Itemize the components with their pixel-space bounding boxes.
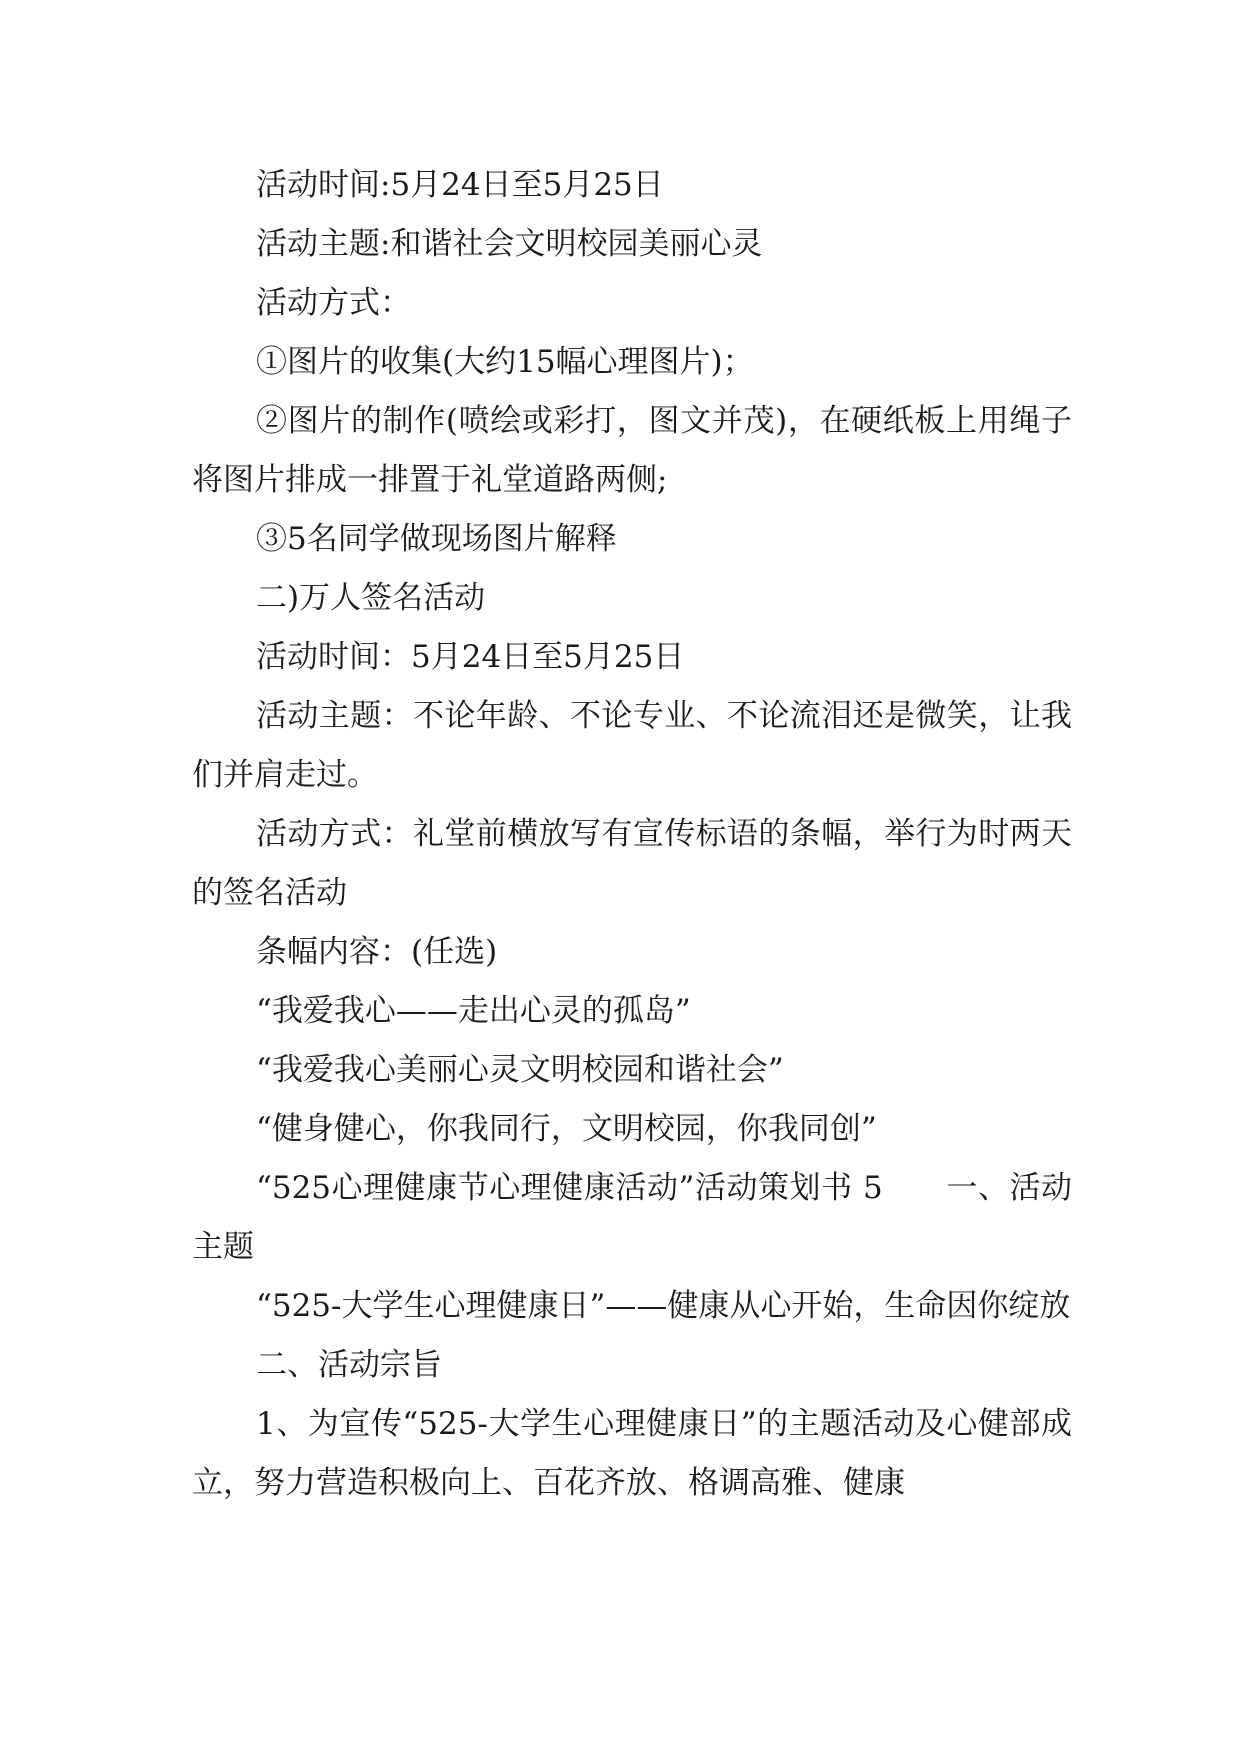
paragraph-purpose-1: 1、为宣传“525-大学生心理健康日”的主题活动及心健部成立，努力营造积极向上、百花齐放、格调高雅、健康 <box>192 1406 1072 1501</box>
paragraph-activity-method-2: 活动方式：礼堂前横放写有宣传标语的条幅，举行为时两天的签名活动 <box>192 816 1072 911</box>
paragraph-activity-theme-1: 活动主题:和谐社会文明校园美丽心灵 <box>256 226 763 262</box>
paragraph-activity-time-1: 活动时间:5月24日至5月25日 <box>256 167 664 203</box>
paragraph-activity-theme-2: 活动主题：不论年龄、不论专业、不论流泪还是微笑，让我们并肩走过。 <box>192 698 1072 793</box>
section-heading-purpose: 二、活动宗旨 <box>256 1347 442 1383</box>
paragraph-banner-content: 条幅内容：(任选) <box>256 934 498 970</box>
paragraph-slogan-1: “我爱我心——走出心灵的孤岛” <box>256 993 691 1029</box>
paragraph-activity-time-2: 活动时间：5月24日至5月25日 <box>256 639 685 675</box>
paragraph-activity-method-1: 活动方式： <box>256 285 411 321</box>
paragraph-slogan-3: “健身健心，你我同行，文明校园，你我同创” <box>256 1111 877 1147</box>
paragraph-method-item-2: ②图片的制作(喷绘或彩打，图文并茂)，在硬纸板上用绳子将图片排成一排置于礼堂道路两侧; <box>192 403 1072 498</box>
paragraph-plan-title: “525心理健康节心理健康活动”活动策划书 5 一、活动主题 <box>192 1170 1072 1265</box>
document-body <box>192 156 1072 1513</box>
paragraph-theme-statement: “525-大学生心理健康日”——健康从心开始，生命因你绽放 <box>256 1288 1071 1324</box>
section-heading-signature: 二)万人签名活动 <box>256 580 486 616</box>
paragraph-method-item-3: ③5名同学做现场图片解释 <box>256 521 617 557</box>
paragraph-slogan-2: “我爱我心美丽心灵文明校园和谐社会” <box>256 1052 784 1088</box>
paragraph-method-item-1: ①图片的收集(大约15幅心理图片)； <box>256 344 754 380</box>
